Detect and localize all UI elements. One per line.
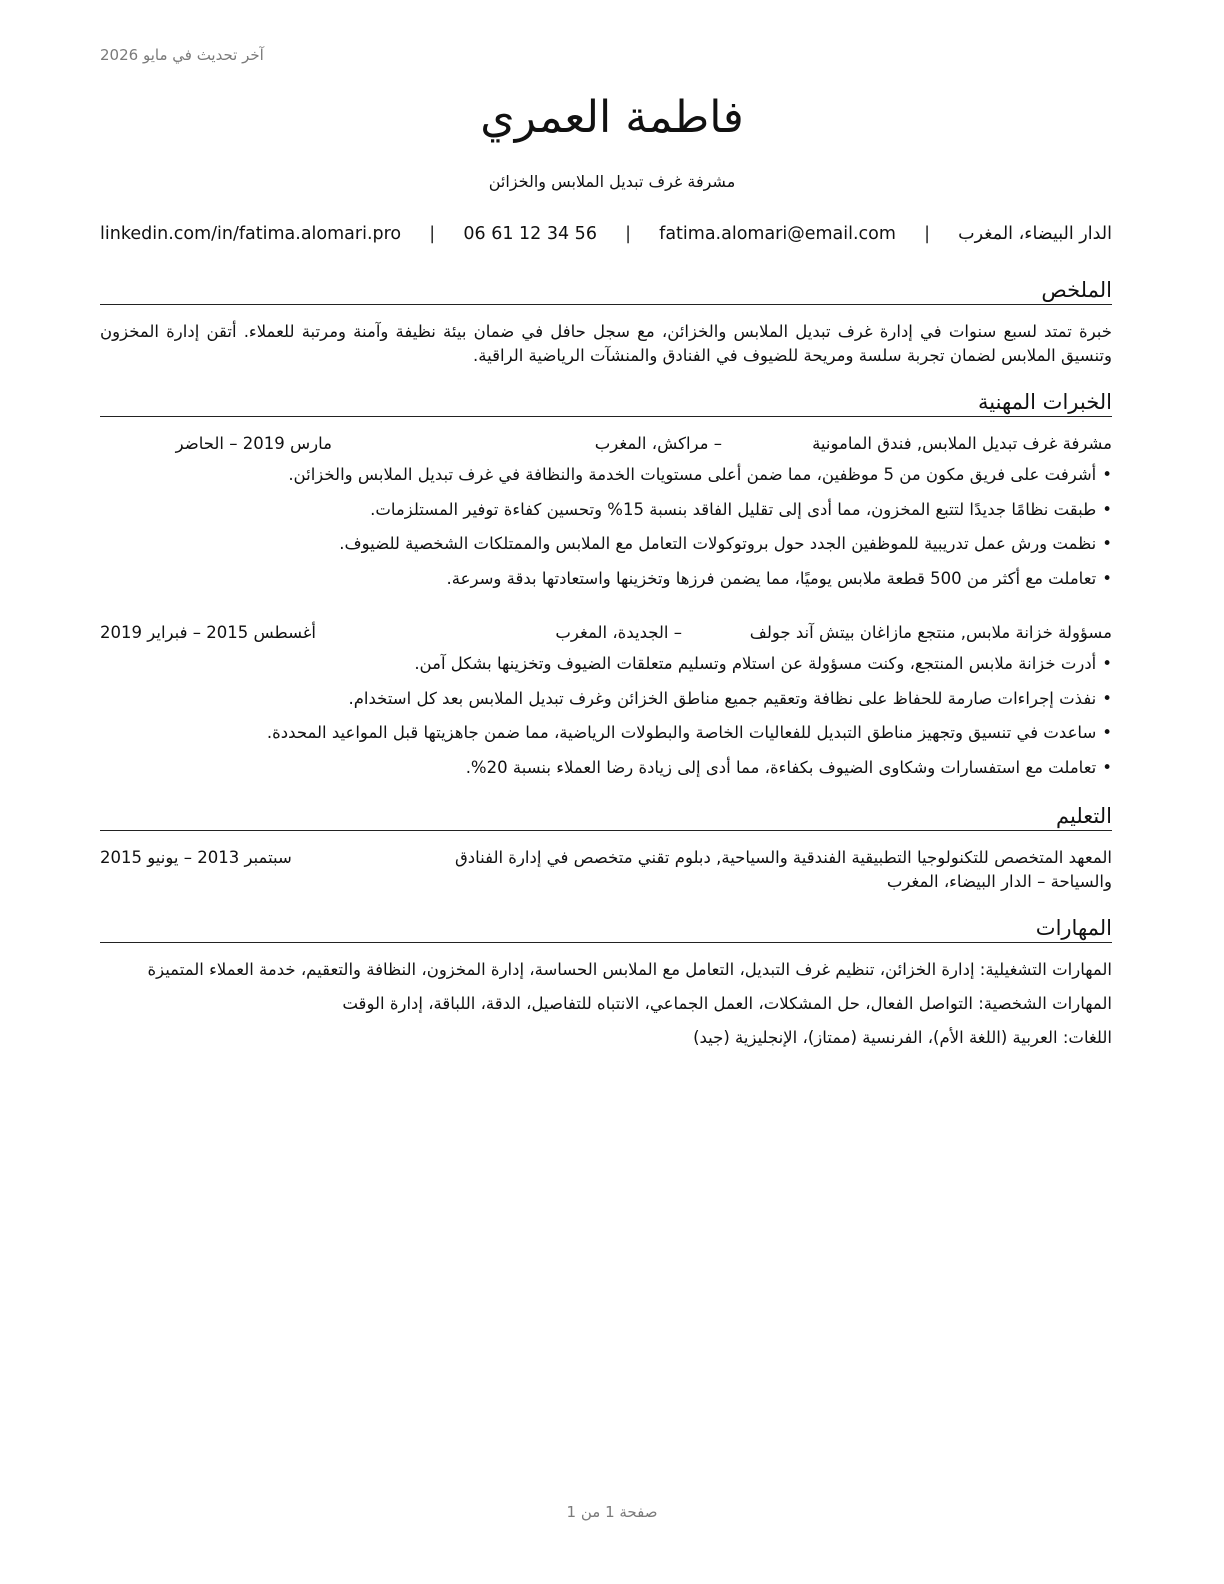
candidate-title: مشرفة غرف تبديل الملابس والخزائن <box>488 172 736 191</box>
job-dates: أغسطس 2015 – فبراير 2019 <box>100 623 316 642</box>
skills-operational: المهارات التشغيلية: إدارة الخزائن، تنظيم غرف التبديل، التعامل مع الملابس الحساسة، إدارة المخزون، النظافة والتعقيم، خدمة العملاء المتميزة <box>147 960 1112 979</box>
education-entry <box>100 846 1112 894</box>
job-header <box>100 433 1112 455</box>
contact-line <box>100 224 1112 244</box>
skills-personal: المهارات الشخصية: التواصل الفعال، حل المشكلات، العمل الجماعي، الانتباه للتفاصيل، الدقة، اللباقة، إدارة الوقت <box>342 994 1112 1013</box>
education-location: والسياحة – الدار البيضاء، المغرب <box>886 872 1112 891</box>
contact-phone: 06 61 12 34 56 <box>463 224 597 244</box>
contact-email[interactable]: fatima.alomari@email.com <box>659 224 896 244</box>
contact-location: الدار البيضاء، المغرب <box>958 224 1112 244</box>
summary-text: خبرة تمتد لسبع سنوات في إدارة غرف تبديل الملابس والخزائن، مع سجل حافل في ضمان بيئة نظيفة وآمنة ومرتبة للعملاء. أتقن إدارة المخزون وتنسيق الملابس لضمان تجربة سلسة ومريحة للضيوف في الفنادق والمنشآت الرياضية الراقية. <box>100 322 1112 365</box>
section-heading-skills: المهارات <box>100 915 1112 943</box>
list-item: •طبقت نظامًا جديدًا لتتبع المخزون، مما أدى إلى تقليل الفاقد بنسبة 15% وتحسين كفاءة توفير المستلزمات. <box>370 499 1112 519</box>
contact-separator: | <box>924 224 930 244</box>
job-role: مسؤولة خزانة ملابس, منتجع مازاغان بيتش آند جولف <box>749 623 1112 642</box>
list-item: •تعاملت مع استفسارات وشكاوى الضيوف بكفاءة، مما أدى إلى زيادة رضا العملاء بنسبة 20%. <box>465 757 1112 777</box>
skills-languages: اللغات: العربية (اللغة الأم)، الفرنسية (ممتاز)، الإنجليزية (جيد) <box>693 1028 1112 1047</box>
job-bullets <box>100 464 1112 602</box>
section-heading-experience: الخبرات المهنية <box>100 389 1112 417</box>
job-header <box>100 622 1112 644</box>
candidate-name: فاطمة العمري <box>480 92 744 143</box>
job-dates: مارس 2019 – الحاضر <box>175 434 332 453</box>
job-role: مشرفة غرف تبديل الملابس, فندق المامونية <box>812 434 1112 453</box>
list-item: •أدرت خزانة ملابس المنتجع، وكنت مسؤولة عن استلام وتسليم متعلقات الضيوف وتخزينها بشكل آمن. <box>414 654 1112 673</box>
job-bullets <box>100 653 1112 791</box>
contact-separator: | <box>429 224 436 244</box>
job-location: – الجديدة، المغرب <box>555 623 682 642</box>
contact-linkedin[interactable]: linkedin.com/in/fatima.alomari.pro <box>100 224 402 244</box>
list-item: •نفذت إجراءات صارمة للحفاظ على نظافة وتعقيم جميع مناطق الخزائن وغرف تبديل الملابس بعد كل استخدام. <box>348 688 1112 708</box>
last-updated-note: آخر تحديث في مايو 2026 <box>100 46 264 64</box>
section-heading-summary: الملخص <box>100 277 1112 305</box>
list-item: •نظمت ورش عمل تدريبية للموظفين الجدد حول بروتوكولات التعامل مع الملابس والممتلكات الشخصية للضيوف. <box>339 534 1112 553</box>
job-location: – مراكش، المغرب <box>594 434 722 453</box>
contact-separator: | <box>625 224 632 244</box>
list-item: •أشرفت على فريق مكون من 5 موظفين، مما ضمن أعلى مستويات الخدمة والنظافة في غرف تبديل الملابس والخزائن. <box>288 465 1112 484</box>
page-number: صفحة 1 من 1 <box>566 1503 658 1521</box>
education-dates: سبتمبر 2013 – يونيو 2015 <box>100 848 292 867</box>
skills-block <box>100 958 1112 1060</box>
education-institution: المعهد المتخصص للتكنولوجيا التطبيقية الفندقية والسياحية, دبلوم تقني متخصص في إدارة الفنادق <box>454 848 1112 867</box>
list-item: •تعاملت مع أكثر من 500 قطعة ملابس يوميًا، مما يضمن فرزها وتخزينها واستعادتها بدقة وسرعة. <box>446 568 1112 588</box>
list-item: •ساعدت في تنسيق وتجهيز مناطق التبديل للفعاليات الخاصة والبطولات الرياضية، مما ضمن جاهزيتها قبل المواعيد المحددة. <box>266 723 1112 742</box>
section-heading-education: التعليم <box>100 803 1112 831</box>
